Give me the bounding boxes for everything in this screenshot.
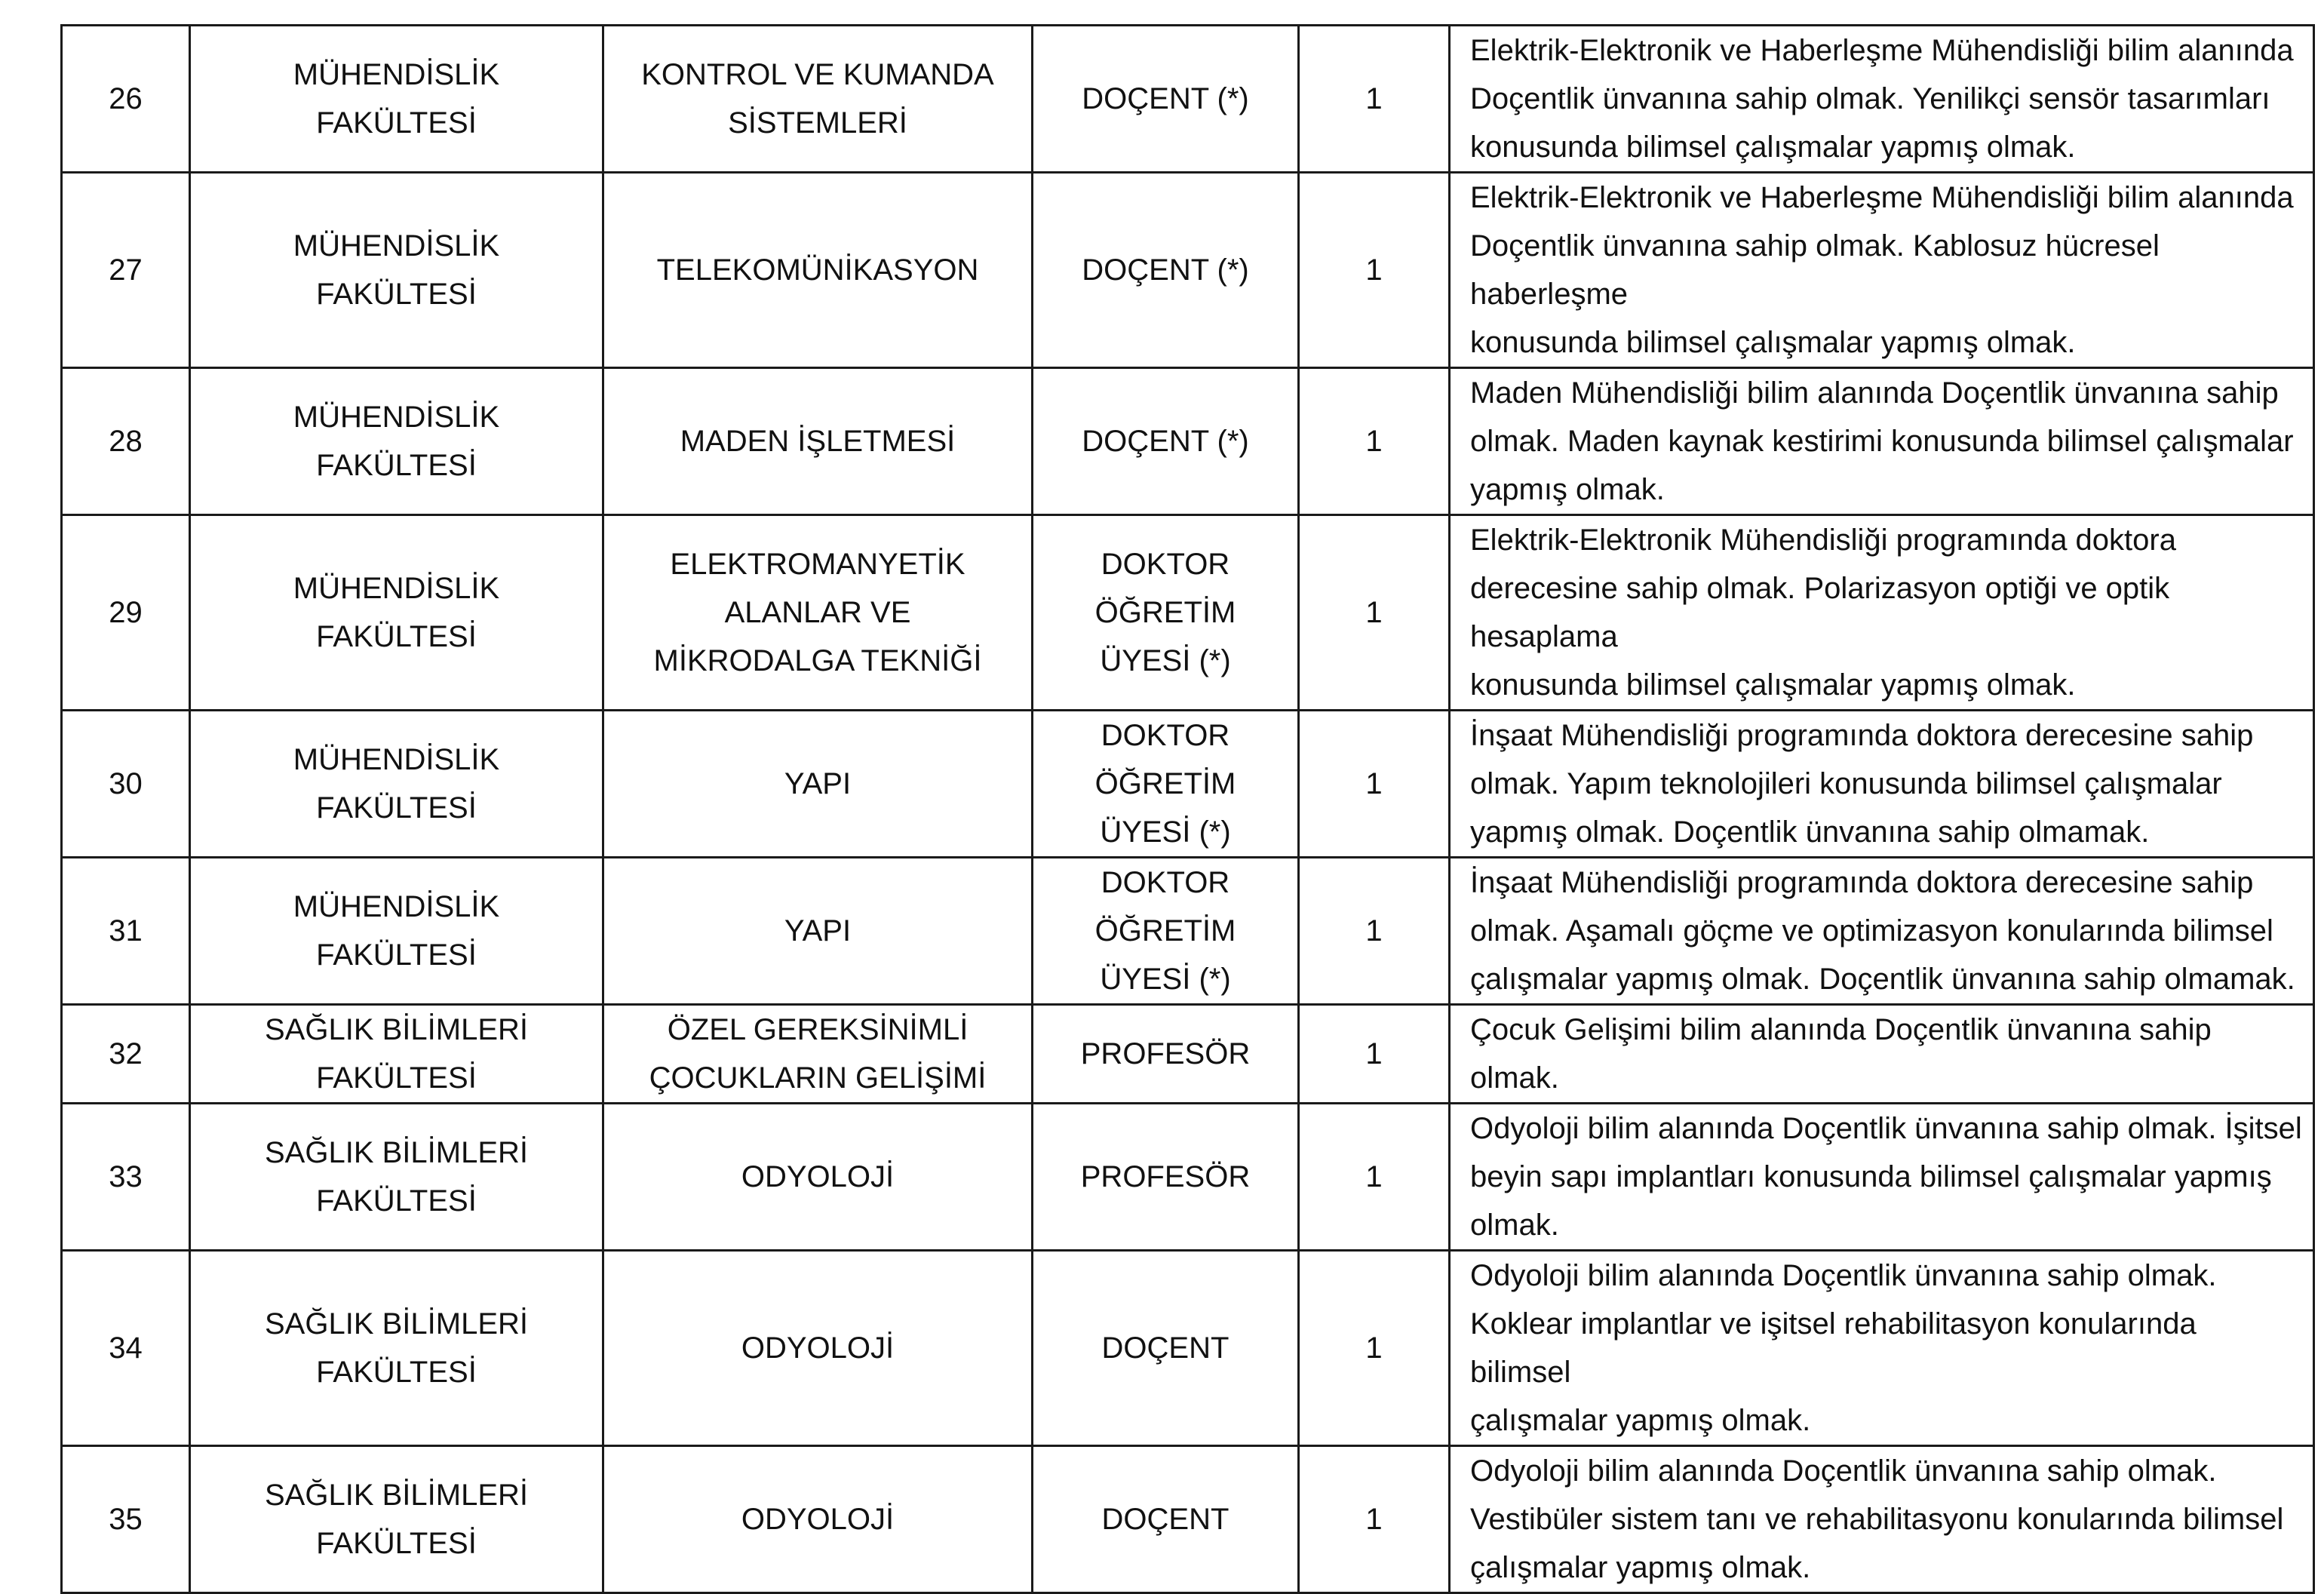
faculty-cell-line: SAĞLIK BİLİMLERİ: [264, 1013, 529, 1046]
count-cell-text: 1: [1365, 1160, 1383, 1193]
requirement-cell-line: Koklear implantlar ve işitsel rehabilitasyon konularında bilimsel: [1470, 1307, 2197, 1389]
count-cell: [1299, 1104, 1450, 1251]
requirement-cell-line: Odyoloji bilim alanında Doçentlik ünvanına sahip olmak.: [1470, 1454, 2217, 1488]
requirement-cell-line: Çocuk Gelişimi bilim alanında Doçentlik ünvanına sahip olmak.: [1470, 1013, 2212, 1095]
faculty-cell-line: SAĞLIK BİLİMLERİ: [264, 1136, 529, 1169]
requirement-cell-line: konusunda bilimsel çalışmalar yapmış olmak.: [1470, 326, 2076, 359]
department-cell: [603, 1446, 1033, 1593]
department-cell-line: KONTROL VE KUMANDA: [641, 58, 994, 91]
table-row: [62, 368, 2314, 515]
faculty-cell: [190, 368, 603, 515]
requirement-cell-line: konusunda bilimsel çalışmalar yapmış olmak.: [1470, 668, 2076, 702]
requirement-cell: [1450, 711, 2314, 858]
faculty-cell: [190, 26, 603, 173]
requirement-cell-line: olmak. Yapım teknolojileri konusunda bilimsel çalışmalar: [1470, 767, 2222, 800]
requirement-cell-line: derecesine sahip olmak. Polarizasyon optiği ve optik hesaplama: [1470, 572, 2170, 653]
department-cell: [603, 858, 1033, 1005]
table-row: [62, 173, 2314, 368]
requirement-cell-line: yapmış olmak. Doçentlik ünvanına sahip olmamak.: [1470, 815, 2150, 849]
department-cell-line: ÇOCUKLARIN GELİŞİMİ: [649, 1061, 987, 1095]
department-cell-line: MİKRODALGA TEKNİĞİ: [653, 644, 982, 677]
faculty-cell-line: FAKÜLTESİ: [316, 1184, 477, 1218]
title-cell-line: ÖĞRETİM: [1094, 914, 1236, 947]
title-cell: [1033, 1005, 1299, 1104]
requirement-cell-line: olmak.: [1470, 1209, 1559, 1242]
count-cell: [1299, 26, 1450, 173]
count-cell: [1299, 368, 1450, 515]
title-cell-line: ÖĞRETİM: [1094, 596, 1236, 629]
faculty-cell-line: FAKÜLTESİ: [316, 106, 477, 140]
requirement-cell-line: İnşaat Mühendisliği programında doktora derecesine sahip: [1470, 719, 2254, 752]
faculty-cell: [190, 1005, 603, 1104]
row-number: [62, 368, 190, 515]
title-cell: [1033, 858, 1299, 1005]
requirement-cell: [1450, 858, 2314, 1005]
requirement-cell: [1450, 1005, 2314, 1104]
requirement-cell-line: Elektrik-Elektronik ve Haberleşme Mühendisliği bilim alanında: [1470, 181, 2294, 214]
faculty-cell-line: MÜHENDİSLİK: [293, 572, 500, 605]
faculty-cell-line: FAKÜLTESİ: [316, 278, 477, 311]
row-number-text: 35: [109, 1503, 143, 1536]
title-cell: [1033, 711, 1299, 858]
requirement-cell: [1450, 173, 2314, 368]
faculty-cell-line: SAĞLIK BİLİMLERİ: [264, 1307, 529, 1341]
faculty-cell-line: MÜHENDİSLİK: [293, 743, 500, 776]
count-cell: [1299, 1251, 1450, 1446]
row-number: [62, 26, 190, 173]
count-cell-text: 1: [1365, 253, 1383, 287]
faculty-cell: [190, 1104, 603, 1251]
title-cell-line: DOKTOR: [1101, 548, 1230, 581]
title-cell: [1033, 1251, 1299, 1446]
department-cell-line: SİSTEMLERİ: [728, 106, 907, 140]
row-number-text: 30: [109, 767, 143, 800]
title-cell-line: DOKTOR: [1101, 866, 1230, 899]
title-cell-line: ÜYESİ (*): [1100, 815, 1231, 849]
count-cell-text: 1: [1365, 767, 1383, 800]
requirement-cell-line: Elektrik-Elektronik Mühendisliği programında doktora: [1470, 524, 2176, 557]
row-number-text: 27: [109, 253, 143, 287]
requirement-cell-line: olmak. Maden kaynak kestirimi konusunda bilimsel çalışmalar: [1470, 425, 2294, 458]
department-cell-line: TELEKOMÜNİKASYON: [656, 253, 979, 287]
faculty-cell: [190, 858, 603, 1005]
requirement-cell-line: Maden Mühendisliği bilim alanında Doçentlik ünvanına sahip: [1470, 376, 2279, 410]
requirement-cell: [1450, 1251, 2314, 1446]
requirement-cell-line: Doçentlik ünvanına sahip olmak. Yenilikçi sensör tasarımları: [1470, 82, 2270, 115]
title-cell: [1033, 26, 1299, 173]
table-row: [62, 1104, 2314, 1251]
department-cell: [603, 26, 1033, 173]
faculty-cell: [190, 173, 603, 368]
faculty-cell-line: MÜHENDİSLİK: [293, 229, 500, 263]
count-cell-text: 1: [1365, 82, 1383, 115]
title-cell-line: DOKTOR: [1101, 719, 1230, 752]
department-cell: [603, 515, 1033, 711]
title-cell-line: DOÇENT (*): [1082, 82, 1249, 115]
count-cell-text: 1: [1365, 1037, 1383, 1070]
requirement-cell-line: Odyoloji bilim alanında Doçentlik ünvanına sahip olmak. İşitsel: [1470, 1112, 2302, 1145]
count-cell: [1299, 711, 1450, 858]
row-number: [62, 1446, 190, 1593]
requirement-cell-line: yapmış olmak.: [1470, 473, 1665, 506]
faculty-cell-line: FAKÜLTESİ: [316, 791, 477, 825]
row-number-text: 29: [109, 596, 143, 629]
faculty-cell: [190, 515, 603, 711]
count-cell: [1299, 173, 1450, 368]
table-row: [62, 1005, 2314, 1104]
row-number-text: 32: [109, 1037, 143, 1070]
requirement-cell: [1450, 368, 2314, 515]
row-number-text: 26: [109, 82, 143, 115]
requirement-cell-line: çalışmalar yapmış olmak.: [1470, 1551, 1811, 1584]
department-cell: [603, 368, 1033, 515]
department-cell: [603, 711, 1033, 858]
row-number: [62, 1005, 190, 1104]
table-body: [62, 26, 2314, 1593]
row-number: [62, 515, 190, 711]
requirement-cell-line: Elektrik-Elektronik ve Haberleşme Mühendisliği bilim alanında: [1470, 34, 2294, 67]
department-cell: [603, 1251, 1033, 1446]
requirement-cell: [1450, 1446, 2314, 1593]
title-cell-line: DOÇENT: [1101, 1331, 1230, 1365]
title-cell: [1033, 1104, 1299, 1251]
requirement-cell: [1450, 515, 2314, 711]
count-cell-text: 1: [1365, 1331, 1383, 1365]
row-number-text: 33: [109, 1160, 143, 1193]
row-number: [62, 1104, 190, 1251]
title-cell: [1033, 368, 1299, 515]
row-number: [62, 1251, 190, 1446]
table-row: [62, 711, 2314, 858]
requirement-cell-line: Odyoloji bilim alanında Doçentlik ünvanına sahip olmak.: [1470, 1259, 2217, 1292]
title-cell-line: ÜYESİ (*): [1100, 644, 1231, 677]
count-cell-text: 1: [1365, 914, 1383, 947]
department-cell-line: ÖZEL GEREKSİNİMLİ: [667, 1013, 969, 1046]
row-number-text: 28: [109, 425, 143, 458]
table-row: [62, 26, 2314, 173]
count-cell: [1299, 1446, 1450, 1593]
faculty-cell: [190, 711, 603, 858]
department-cell-line: MADEN İŞLETMESİ: [680, 425, 956, 458]
requirement-cell-line: çalışmalar yapmış olmak.: [1470, 1404, 1811, 1437]
row-number: [62, 173, 190, 368]
faculty-cell-line: FAKÜLTESİ: [316, 1527, 477, 1560]
title-cell-line: DOÇENT (*): [1082, 425, 1249, 458]
faculty-cell-line: MÜHENDİSLİK: [293, 401, 500, 434]
faculty-cell: [190, 1446, 603, 1593]
title-cell-line: PROFESÖR: [1080, 1160, 1251, 1193]
title-cell-line: PROFESÖR: [1080, 1037, 1251, 1070]
requirement-cell-line: İnşaat Mühendisliği programında doktora derecesine sahip: [1470, 866, 2254, 899]
title-cell: [1033, 173, 1299, 368]
department-cell-line: ODYOLOJİ: [741, 1160, 895, 1193]
count-cell: [1299, 858, 1450, 1005]
table-row: [62, 515, 2314, 711]
title-cell-line: ÜYESİ (*): [1100, 963, 1231, 996]
requirement-cell: [1450, 1104, 2314, 1251]
department-cell-line: YAPI: [784, 914, 852, 947]
requirement-cell-line: çalışmalar yapmış olmak. Doçentlik ünvanına sahip olmamak.: [1470, 963, 2295, 996]
department-cell-line: ODYOLOJİ: [741, 1331, 895, 1365]
title-cell-line: DOÇENT (*): [1082, 253, 1249, 287]
row-number-text: 34: [109, 1331, 143, 1365]
count-cell-text: 1: [1365, 596, 1383, 629]
position-table: [60, 24, 2315, 1594]
table-row: [62, 858, 2314, 1005]
requirement-cell-line: Doçentlik ünvanına sahip olmak. Kablosuz hücresel haberleşme: [1470, 229, 2160, 311]
faculty-cell-line: FAKÜLTESİ: [316, 1061, 477, 1095]
count-cell-text: 1: [1365, 1503, 1383, 1536]
department-cell-line: ALANLAR VE: [724, 596, 911, 629]
faculty-cell: [190, 1251, 603, 1446]
requirement-cell-line: konusunda bilimsel çalışmalar yapmış olmak.: [1470, 131, 2076, 164]
department-cell: [603, 173, 1033, 368]
title-cell-line: ÖĞRETİM: [1094, 767, 1236, 800]
row-number: [62, 858, 190, 1005]
faculty-cell-line: MÜHENDİSLİK: [293, 890, 500, 923]
requirement-cell: [1450, 26, 2314, 173]
requirement-cell-line: Vestibüler sistem tanı ve rehabilitasyonu konularında bilimsel: [1470, 1503, 2284, 1536]
row-number: [62, 711, 190, 858]
department-cell-line: ODYOLOJİ: [741, 1503, 895, 1536]
faculty-cell-line: FAKÜLTESİ: [316, 620, 477, 653]
count-cell: [1299, 515, 1450, 711]
table-row: [62, 1446, 2314, 1593]
row-number-text: 31: [109, 914, 143, 947]
department-cell-line: YAPI: [784, 767, 852, 800]
requirement-cell-line: beyin sapı implantları konusunda bilimsel çalışmalar yapmış: [1470, 1160, 2272, 1193]
table-row: [62, 1251, 2314, 1446]
faculty-cell-line: FAKÜLTESİ: [316, 1356, 477, 1389]
faculty-cell-line: SAĞLIK BİLİMLERİ: [264, 1479, 529, 1512]
department-cell-line: ELEKTROMANYETİK: [670, 548, 966, 581]
faculty-cell-line: FAKÜLTESİ: [316, 938, 477, 972]
title-cell-line: DOÇENT: [1101, 1503, 1230, 1536]
count-cell: [1299, 1005, 1450, 1104]
department-cell: [603, 1104, 1033, 1251]
faculty-cell-line: FAKÜLTESİ: [316, 449, 477, 482]
title-cell: [1033, 1446, 1299, 1593]
count-cell-text: 1: [1365, 425, 1383, 458]
requirement-cell-line: olmak. Aşamalı göçme ve optimizasyon konularında bilimsel: [1470, 914, 2273, 947]
title-cell: [1033, 515, 1299, 711]
faculty-cell-line: MÜHENDİSLİK: [293, 58, 500, 91]
department-cell: [603, 1005, 1033, 1104]
